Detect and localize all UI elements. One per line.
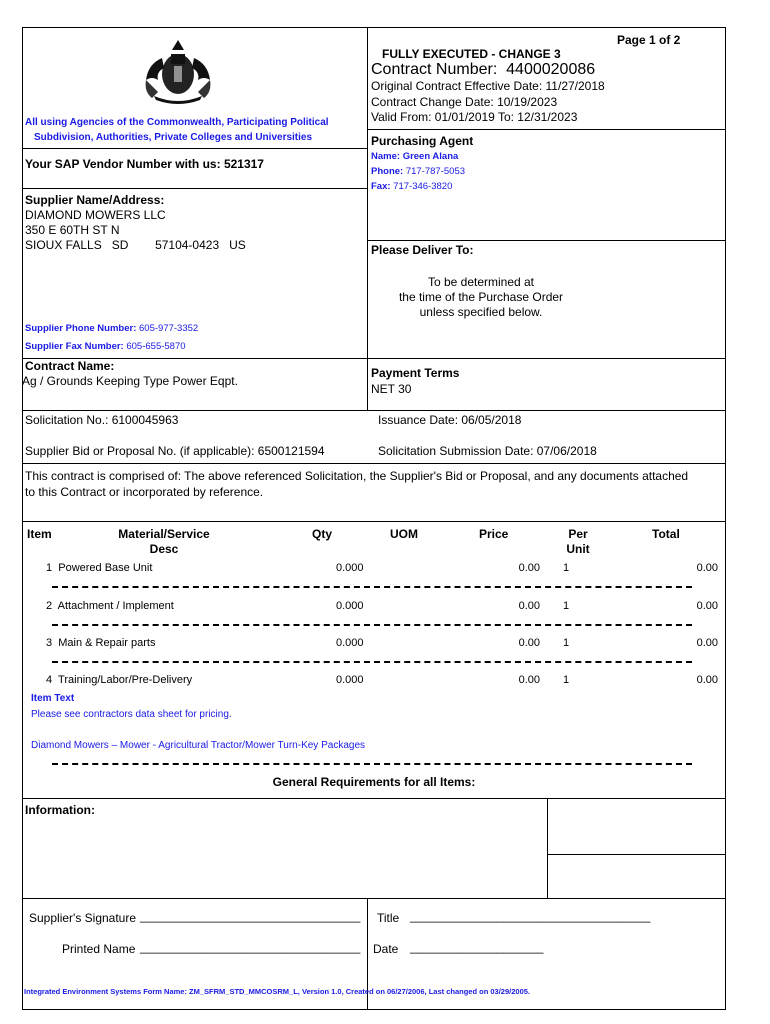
agencies-line-1: All using Agencies of the Commonwealth, Participating Political xyxy=(25,117,329,128)
table-row: 2 Attachment / Implement xyxy=(46,600,174,612)
row-per: 1 xyxy=(563,562,570,574)
payment-terms-label: Payment Terms xyxy=(371,366,460,380)
row-price: 0.00 xyxy=(518,562,540,574)
col-uom-header: UOM xyxy=(390,527,418,541)
table-row: 1 Powered Base Unit xyxy=(46,562,153,574)
row-total: 0.00 xyxy=(696,562,718,574)
deliver-line-1: To be determined at xyxy=(427,275,535,289)
deliver-line-2: the time of the Purchase Order xyxy=(398,290,564,304)
general-requirements: General Requirements for all Items: xyxy=(272,775,476,789)
col-material-header: Material/Service Desc xyxy=(118,527,210,556)
contract-status: FULLY EXECUTED - CHANGE 3 xyxy=(382,47,561,61)
date-label: Date xyxy=(373,942,399,956)
row-per: 1 xyxy=(563,674,570,686)
comprised-line-1: This contract is comprised of: The above referenced Solicitation, the Supplier's Bid or Proposal, and any documents attached xyxy=(25,469,689,483)
row-price: 0.00 xyxy=(518,674,540,686)
col-total-header: Total xyxy=(652,527,680,541)
title-label: Title xyxy=(377,911,400,925)
item-note: Diamond Mowers – Mower - Agricultural Tractor/Mower Turn-Key Packages xyxy=(31,740,366,751)
form-footer: Integrated Environment Systems Form Name: ZM_SFRM_STD_MMCOSRM_L, Version 1.0, Created on 06/27/2006, Last changed on 03/29/2005. xyxy=(24,987,530,996)
row-divider xyxy=(52,763,692,765)
row-divider xyxy=(52,624,692,626)
agent-phone: Phone: 717-787-5053 xyxy=(371,166,466,177)
contract-name-label: Contract Name: xyxy=(25,359,115,373)
sap-vendor-number: Your SAP Vendor Number with us: 521317 xyxy=(25,157,264,171)
issuance-date: Issuance Date: 06/05/2018 xyxy=(378,413,522,427)
purchasing-agent-title: Purchasing Agent xyxy=(371,134,474,148)
row-price: 0.00 xyxy=(518,637,540,649)
title-line[interactable]: ____________________________________ xyxy=(410,909,651,923)
row-price: 0.00 xyxy=(518,600,540,612)
printed-name-label: Printed Name xyxy=(62,942,136,956)
supplier-label: Supplier Name/Address: xyxy=(25,193,165,207)
contract-name-value: Ag / Grounds Keeping Type Power Eqpt. xyxy=(22,374,238,388)
row-total: 0.00 xyxy=(696,600,718,612)
original-effective-date: Original Contract Effective Date: 11/27/2018 xyxy=(371,79,605,93)
signature-line[interactable]: _________________________________ xyxy=(140,909,361,923)
col-qty-header: Qty xyxy=(312,527,333,541)
comprised-line-2: to this Contract or incorporated by reference. xyxy=(25,485,264,499)
row-total: 0.00 xyxy=(696,674,718,686)
commonwealth-seal-icon xyxy=(138,36,218,104)
row-qty: 0.000 xyxy=(336,674,364,686)
agencies-line-2: Subdivision, Authorities, Private Colleges and Universities xyxy=(34,132,313,143)
page-indicator: Page 1 of 2 xyxy=(617,33,681,47)
deliver-to-label: Please Deliver To: xyxy=(371,243,474,257)
row-qty: 0.000 xyxy=(336,637,364,649)
submission-date: Solicitation Submission Date: 07/06/2018 xyxy=(378,444,597,458)
row-divider xyxy=(52,586,692,588)
supplier-fax: Supplier Fax Number: 605-655-5870 xyxy=(25,341,186,352)
table-row: 4 Training/Labor/Pre-Delivery xyxy=(46,674,193,686)
item-text-label: Item Text xyxy=(31,693,75,704)
bid-number: Supplier Bid or Proposal No. (if applicable): 6500121594 xyxy=(25,444,325,458)
supplier-city-line: SIOUX FALLS SD 57104-0423 US xyxy=(25,238,246,252)
col-item-header: Item xyxy=(27,527,52,541)
row-total: 0.00 xyxy=(696,637,718,649)
agent-fax: Fax: 717-346-3820 xyxy=(371,181,453,192)
date-line[interactable]: ____________________ xyxy=(410,940,544,954)
contract-change-date: Contract Change Date: 10/19/2023 xyxy=(371,95,558,109)
item-text: Please see contractors data sheet for pricing. xyxy=(31,709,232,720)
deliver-line-3: unless specified below. xyxy=(419,305,543,319)
row-divider xyxy=(52,661,692,663)
supplier-name: DIAMOND MOWERS LLC xyxy=(25,208,166,222)
solicitation-number: Solicitation No.: 6100045963 xyxy=(25,413,179,427)
information-label: Information: xyxy=(25,803,95,817)
agent-name: Name: Green Alana xyxy=(371,151,459,162)
printed-name-line[interactable]: _________________________________ xyxy=(140,940,361,954)
row-per: 1 xyxy=(563,600,570,612)
col-price-header: Price xyxy=(479,527,509,541)
row-qty: 0.000 xyxy=(336,562,364,574)
row-per: 1 xyxy=(563,637,570,649)
table-row: 3 Main & Repair parts xyxy=(46,637,156,649)
valid-dates: Valid From: 01/01/2019 To: 12/31/2023 xyxy=(371,110,578,124)
col-per-unit-header: Per Unit xyxy=(566,527,590,556)
supplier-street: 350 E 60TH ST N xyxy=(25,223,120,237)
row-qty: 0.000 xyxy=(336,600,364,612)
signature-label: Supplier's Signature xyxy=(29,911,137,925)
contract-number: Contract Number: 4400020086 xyxy=(371,61,596,78)
supplier-phone: Supplier Phone Number: 605-977-3352 xyxy=(25,323,199,334)
payment-terms-value: NET 30 xyxy=(371,382,412,396)
